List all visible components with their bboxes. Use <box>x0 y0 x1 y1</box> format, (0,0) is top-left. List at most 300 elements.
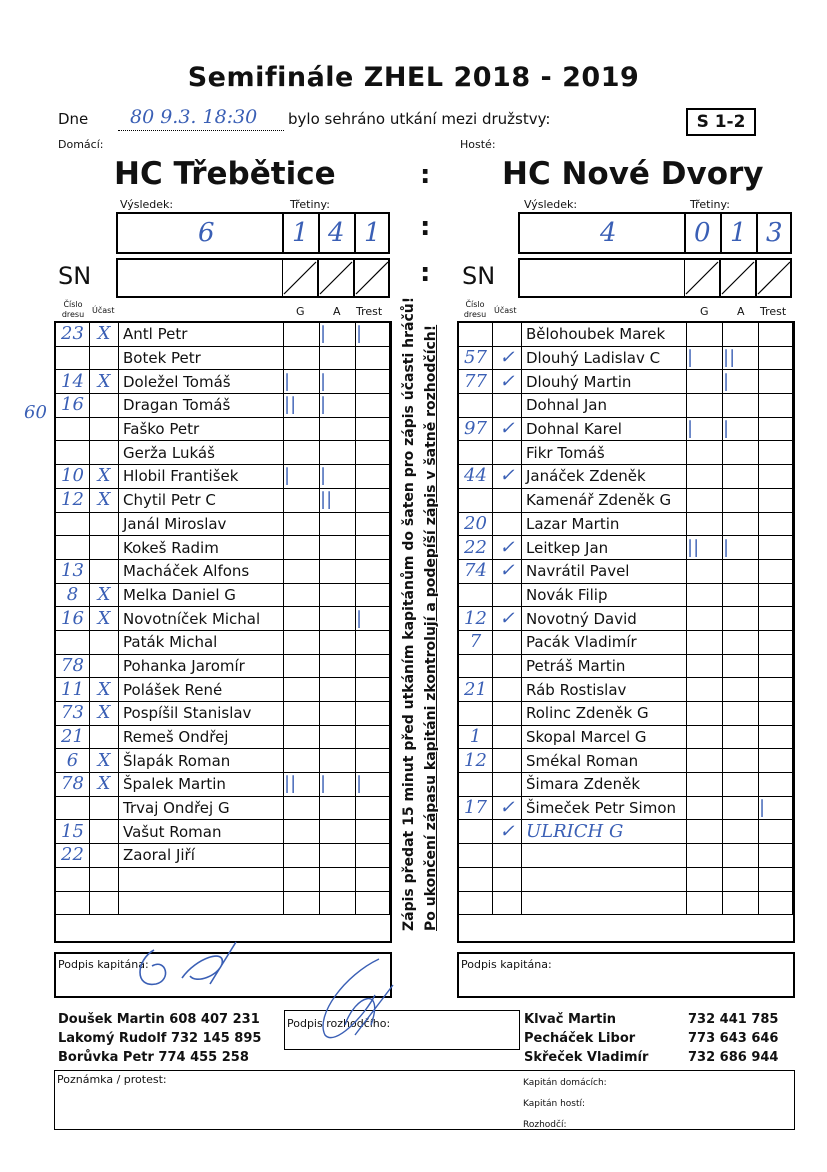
penalty-cell <box>356 512 390 536</box>
date-label: Dne <box>58 110 89 128</box>
goals-cell <box>687 488 723 512</box>
player-name-value: Bělohoubek Marek <box>526 325 666 344</box>
official-left: Lakomý Rudolf 732 145 895 <box>58 1031 262 1046</box>
jersey-number <box>459 891 493 915</box>
attendance-mark <box>90 891 119 915</box>
assists-cell <box>723 796 759 820</box>
official-right-phone: 773 643 646 <box>688 1031 779 1046</box>
player-name-value: Hlobil František <box>123 467 239 486</box>
home-roster-row <box>56 583 390 607</box>
home-captain-signature-label: Podpis kapitána: <box>58 958 149 971</box>
away-roster-row <box>459 488 793 512</box>
attendance-mark-value: X <box>97 583 111 605</box>
assists-cell <box>320 323 356 347</box>
vertical-note-2: Po ukončení zápasu kapitáni zkontrolují a podepíší zápis v šatně rozhodčích! <box>423 324 439 931</box>
goals-cell <box>687 844 723 868</box>
player-name-value: Botek Petr <box>123 349 201 368</box>
player-name-value: Smékal Roman <box>526 751 639 770</box>
away-roster-row <box>459 536 793 560</box>
player-name-value: Špalek Martin <box>123 775 226 794</box>
player-name <box>522 630 687 654</box>
home-sn-label: SN <box>58 262 92 290</box>
goals-cell <box>284 702 320 726</box>
home-roster-row <box>56 820 390 844</box>
player-name-value: Šimeček Petr Simon <box>526 799 676 818</box>
player-name <box>119 654 284 678</box>
assists-cell-value: | <box>723 536 730 558</box>
player-name <box>119 844 284 868</box>
assists-cell <box>320 844 356 868</box>
away-roster-row <box>459 559 793 583</box>
assists-cell <box>723 844 759 868</box>
away-roster-row <box>459 891 793 915</box>
sn-colon: : <box>420 258 431 288</box>
jersey-number-value: 16 <box>61 607 84 629</box>
official-right-name: Klvač Martin <box>524 1012 617 1027</box>
jersey-number-value: 17 <box>464 797 487 819</box>
goals-cell <box>284 583 320 607</box>
assists-cell <box>723 559 759 583</box>
player-name <box>522 678 687 702</box>
jersey-number-value: 10 <box>61 465 84 487</box>
goals-cell <box>687 867 723 891</box>
assists-cell <box>320 346 356 370</box>
penalty-cell <box>356 891 390 915</box>
assists-cell <box>723 417 759 441</box>
penalty-cell <box>759 536 793 560</box>
penalty-cell <box>759 891 793 915</box>
jersey-number-value: 1 <box>469 726 482 748</box>
away-sn-slashes <box>684 260 792 296</box>
penalty-cell <box>356 773 390 797</box>
assists-cell <box>723 725 759 749</box>
away-captain-signature-label: Podpis kapitána: <box>461 958 552 971</box>
attendance-mark <box>493 725 522 749</box>
assists-cell <box>320 867 356 891</box>
home-roster-table <box>55 322 390 915</box>
jersey-number <box>56 607 90 631</box>
goals-cell <box>284 323 320 347</box>
assists-cell <box>723 370 759 394</box>
goals-cell-value: | <box>687 347 694 369</box>
official-right-name: Skřeček Vladimír <box>524 1050 649 1065</box>
away-roster-row <box>459 512 793 536</box>
attendance-mark <box>90 394 119 418</box>
penalty-cell <box>759 654 793 678</box>
penalty-cell <box>759 678 793 702</box>
player-name-value: Doležel Tomáš <box>123 372 231 391</box>
penalty-cell <box>356 725 390 749</box>
jersey-number <box>459 796 493 820</box>
player-name-value: Rolinc Zdeněk G <box>526 704 649 723</box>
jersey-number <box>459 844 493 868</box>
jersey-number <box>459 417 493 441</box>
penalty-cell <box>356 607 390 631</box>
attendance-mark <box>493 630 522 654</box>
assists-cell <box>320 796 356 820</box>
player-name-value: Dohnal Jan <box>526 396 607 415</box>
goals-cell <box>284 630 320 654</box>
official-right-phone: 732 686 944 <box>688 1050 779 1065</box>
home-label: Domácí: <box>58 138 104 151</box>
player-name <box>119 607 284 631</box>
goals-cell <box>284 725 320 749</box>
player-name-value: Novotný David <box>526 609 637 628</box>
player-name <box>522 796 687 820</box>
goals-cell <box>687 749 723 773</box>
vertical-note-1: Zápis předat 15 minut před utkáním kapitánům do šaten pro zápis účasti hráčů! <box>401 296 417 931</box>
player-name-value: Pohanka Jaromír <box>123 656 245 675</box>
jersey-number <box>56 488 90 512</box>
attendance-mark <box>90 465 119 489</box>
assists-cell <box>320 394 356 418</box>
away-captain-signature-box[interactable] <box>457 952 795 998</box>
attendance-mark-value: ✓ <box>499 797 515 819</box>
attendance-mark <box>90 702 119 726</box>
away-col-cislo: Číslo dresu <box>463 300 487 319</box>
player-name <box>522 607 687 631</box>
jersey-number <box>56 465 90 489</box>
goals-cell <box>284 820 320 844</box>
penalty-cell <box>759 417 793 441</box>
penalty-cell <box>759 607 793 631</box>
away-roster-row <box>459 867 793 891</box>
home-period-3: 1 <box>364 218 381 248</box>
home-roster-row <box>56 796 390 820</box>
jersey-number-value: 97 <box>464 418 487 440</box>
player-name <box>522 867 687 891</box>
home-col-g: G <box>296 305 305 318</box>
note-protest-box[interactable] <box>54 1070 795 1130</box>
goals-cell <box>284 465 320 489</box>
attendance-mark <box>493 512 522 536</box>
jersey-number <box>459 512 493 536</box>
attendance-mark <box>493 323 522 347</box>
jersey-number <box>459 394 493 418</box>
jersey-number <box>459 370 493 394</box>
official-left: Borůvka Petr 774 455 258 <box>58 1050 249 1065</box>
penalty-cell <box>356 678 390 702</box>
penalty-cell <box>759 465 793 489</box>
goals-cell <box>687 630 723 654</box>
goals-cell <box>687 441 723 465</box>
jersey-number <box>56 536 90 560</box>
assists-cell <box>723 465 759 489</box>
player-name <box>522 891 687 915</box>
player-name-value: Zaoral Jiří <box>123 846 195 865</box>
penalty-cell <box>759 559 793 583</box>
attendance-mark <box>493 536 522 560</box>
goals-cell <box>284 370 320 394</box>
attendance-mark <box>90 678 119 702</box>
attendance-mark <box>493 394 522 418</box>
attendance-mark-value: X <box>97 489 111 511</box>
assists-cell <box>320 417 356 441</box>
page-title: Semifinále ZHEL 2018 - 2019 <box>187 62 640 93</box>
goals-cell-value: | <box>687 418 694 440</box>
penalty-cell <box>356 559 390 583</box>
away-roster-row <box>459 796 793 820</box>
goals-cell-value: | <box>284 370 291 392</box>
home-score: 6 <box>198 218 215 248</box>
goals-cell <box>284 867 320 891</box>
attendance-mark <box>90 607 119 631</box>
home-roster-row <box>56 488 390 512</box>
player-name <box>522 394 687 418</box>
goals-cell <box>687 796 723 820</box>
away-roster-row <box>459 465 793 489</box>
player-name <box>522 512 687 536</box>
assists-cell <box>320 773 356 797</box>
player-name <box>522 346 687 370</box>
penalty-cell <box>356 796 390 820</box>
attendance-mark-value: ✓ <box>499 607 515 629</box>
goals-cell <box>284 488 320 512</box>
jersey-number-value: 6 <box>66 749 79 771</box>
jersey-number <box>459 773 493 797</box>
jersey-number-value: 20 <box>464 512 487 534</box>
player-name-value: Dlouhý Martin <box>526 372 632 391</box>
home-period-2: 4 <box>328 218 345 248</box>
jersey-number <box>56 891 90 915</box>
away-team-name: HC Nové Dvory <box>502 156 764 192</box>
assists-cell <box>320 630 356 654</box>
goals-cell <box>687 465 723 489</box>
jersey-number <box>459 820 493 844</box>
jersey-number-value: 14 <box>61 370 84 392</box>
goals-cell-value: | <box>284 465 291 487</box>
jersey-number <box>459 725 493 749</box>
attendance-mark <box>493 488 522 512</box>
assists-cell <box>320 725 356 749</box>
jersey-number-value: 21 <box>61 726 84 748</box>
note-protest-label: Poznámka / protest: <box>57 1073 167 1086</box>
player-name-value: Leitkep Jan <box>526 538 609 557</box>
assists-cell <box>320 559 356 583</box>
jersey-number-value: 44 <box>464 465 487 487</box>
home-result-box <box>116 212 390 254</box>
goals-cell <box>284 773 320 797</box>
away-roster-table <box>458 322 793 915</box>
home-roster-row <box>56 559 390 583</box>
away-period-1: 0 <box>694 218 711 248</box>
jersey-number <box>56 867 90 891</box>
assists-cell <box>320 749 356 773</box>
attendance-mark <box>493 844 522 868</box>
penalty-cell <box>356 323 390 347</box>
penalty-cell <box>759 630 793 654</box>
attendance-mark <box>90 370 119 394</box>
away-score: 4 <box>600 218 617 248</box>
player-name <box>522 725 687 749</box>
jersey-number <box>459 346 493 370</box>
home-col-trest: Trest <box>356 305 383 318</box>
assists-cell <box>320 370 356 394</box>
player-name-value: Dohnal Karel <box>526 420 622 439</box>
attendance-mark-value: X <box>97 323 111 345</box>
penalty-cell <box>356 654 390 678</box>
assists-cell <box>723 536 759 560</box>
assists-cell <box>723 702 759 726</box>
played-text: bylo sehráno utkání mezi družstvy: <box>288 110 551 128</box>
jersey-number <box>56 820 90 844</box>
attendance-mark <box>90 583 119 607</box>
penalty-cell <box>356 749 390 773</box>
assists-cell <box>320 465 356 489</box>
jersey-number <box>459 488 493 512</box>
assists-cell <box>320 536 356 560</box>
penalty-cell <box>356 867 390 891</box>
officials-right-phones <box>688 1010 778 1067</box>
goals-cell <box>687 559 723 583</box>
assists-cell <box>320 891 356 915</box>
assists-cell <box>320 488 356 512</box>
jersey-number <box>459 465 493 489</box>
jersey-number-value: 7 <box>469 631 482 653</box>
attendance-mark <box>90 867 119 891</box>
goals-cell <box>284 536 320 560</box>
assists-cell <box>723 867 759 891</box>
assists-cell <box>723 512 759 536</box>
attendance-mark <box>90 749 119 773</box>
away-col-ucast: Účast <box>494 306 517 315</box>
assists-cell <box>723 394 759 418</box>
jersey-number-value: 11 <box>61 678 84 700</box>
jersey-number <box>459 607 493 631</box>
jersey-number-value: 16 <box>61 394 84 416</box>
penalty-cell <box>759 773 793 797</box>
away-roster-row <box>459 654 793 678</box>
player-name-value: Kamenář Zdeněk G <box>526 491 672 510</box>
attendance-mark-value: X <box>97 702 111 724</box>
attendance-mark-value: ✓ <box>499 536 515 558</box>
attendance-mark-value: ✓ <box>499 820 515 842</box>
jersey-number-value: 78 <box>61 773 84 795</box>
away-roster-row <box>459 583 793 607</box>
jersey-number-value: 23 <box>61 323 84 345</box>
player-name <box>522 370 687 394</box>
penalty-cell <box>759 844 793 868</box>
goals-cell <box>687 394 723 418</box>
player-name <box>119 559 284 583</box>
jersey-number-value: 73 <box>61 702 84 724</box>
penalty-cell <box>356 441 390 465</box>
goals-cell <box>687 702 723 726</box>
jersey-number <box>56 630 90 654</box>
away-label: Hosté: <box>460 138 496 151</box>
player-name <box>119 702 284 726</box>
attendance-mark <box>90 820 119 844</box>
home-sn-slashes <box>282 260 390 296</box>
player-name <box>119 512 284 536</box>
attendance-mark-value: X <box>97 465 111 487</box>
attendance-mark <box>90 417 119 441</box>
assists-cell <box>320 441 356 465</box>
player-name <box>119 346 284 370</box>
player-name <box>522 465 687 489</box>
penalty-cell <box>356 370 390 394</box>
player-name-value: Novák Filip <box>526 585 608 604</box>
player-name-value: Faško Petr <box>123 420 200 439</box>
goals-cell <box>284 512 320 536</box>
assists-cell <box>723 346 759 370</box>
jersey-number <box>56 725 90 749</box>
goals-cell <box>687 773 723 797</box>
jersey-number-value: 15 <box>61 820 84 842</box>
player-name-value: Macháček Alfons <box>123 562 250 581</box>
assists-cell <box>723 323 759 347</box>
jersey-number <box>459 702 493 726</box>
player-name <box>119 725 284 749</box>
player-name <box>119 583 284 607</box>
goals-cell-value: || <box>284 394 297 416</box>
home-roster-row <box>56 654 390 678</box>
player-name-value: Dragan Tomáš <box>123 396 231 415</box>
attendance-mark-value: X <box>97 370 111 392</box>
away-roster-row <box>459 607 793 631</box>
goals-cell <box>687 370 723 394</box>
jersey-number <box>459 867 493 891</box>
penalty-cell <box>759 702 793 726</box>
penalty-cell <box>356 394 390 418</box>
attendance-mark <box>493 441 522 465</box>
player-name <box>522 488 687 512</box>
home-roster-row <box>56 346 390 370</box>
player-name <box>119 394 284 418</box>
jersey-number-value: 8 <box>66 583 79 605</box>
penalty-cell <box>759 749 793 773</box>
attendance-mark <box>90 323 119 347</box>
penalty-cell <box>759 370 793 394</box>
player-name <box>119 417 284 441</box>
note-lines <box>523 1073 607 1136</box>
away-roster-row <box>459 844 793 868</box>
away-result-box <box>518 212 792 254</box>
jersey-number <box>459 441 493 465</box>
vs-colon: : <box>420 160 431 190</box>
home-roster-row <box>56 536 390 560</box>
home-col-ucast: Účast <box>92 306 115 315</box>
assists-cell <box>723 749 759 773</box>
assists-cell-value: | <box>320 773 327 795</box>
home-col-a: A <box>333 305 341 318</box>
player-name-value: Petráš Martin <box>526 656 626 675</box>
jersey-number <box>459 749 493 773</box>
jersey-number <box>56 417 90 441</box>
attendance-mark <box>90 844 119 868</box>
jersey-number <box>56 441 90 465</box>
goals-cell <box>284 441 320 465</box>
attendance-mark <box>90 559 119 583</box>
jersey-number <box>459 559 493 583</box>
player-name <box>119 370 284 394</box>
goals-cell <box>687 536 723 560</box>
player-name <box>522 654 687 678</box>
attendance-mark <box>90 796 119 820</box>
official-left: Doušek Martin 608 407 231 <box>58 1012 260 1027</box>
attendance-mark <box>493 820 522 844</box>
player-name <box>522 536 687 560</box>
attendance-mark <box>493 749 522 773</box>
attendance-mark <box>493 465 522 489</box>
home-roster-row <box>56 773 390 797</box>
attendance-mark <box>493 583 522 607</box>
goals-cell <box>687 512 723 536</box>
player-name-value: Ráb Rostislav <box>526 680 627 699</box>
away-roster-row <box>459 702 793 726</box>
assists-cell <box>320 702 356 726</box>
referee-signature-box[interactable] <box>284 1010 520 1050</box>
